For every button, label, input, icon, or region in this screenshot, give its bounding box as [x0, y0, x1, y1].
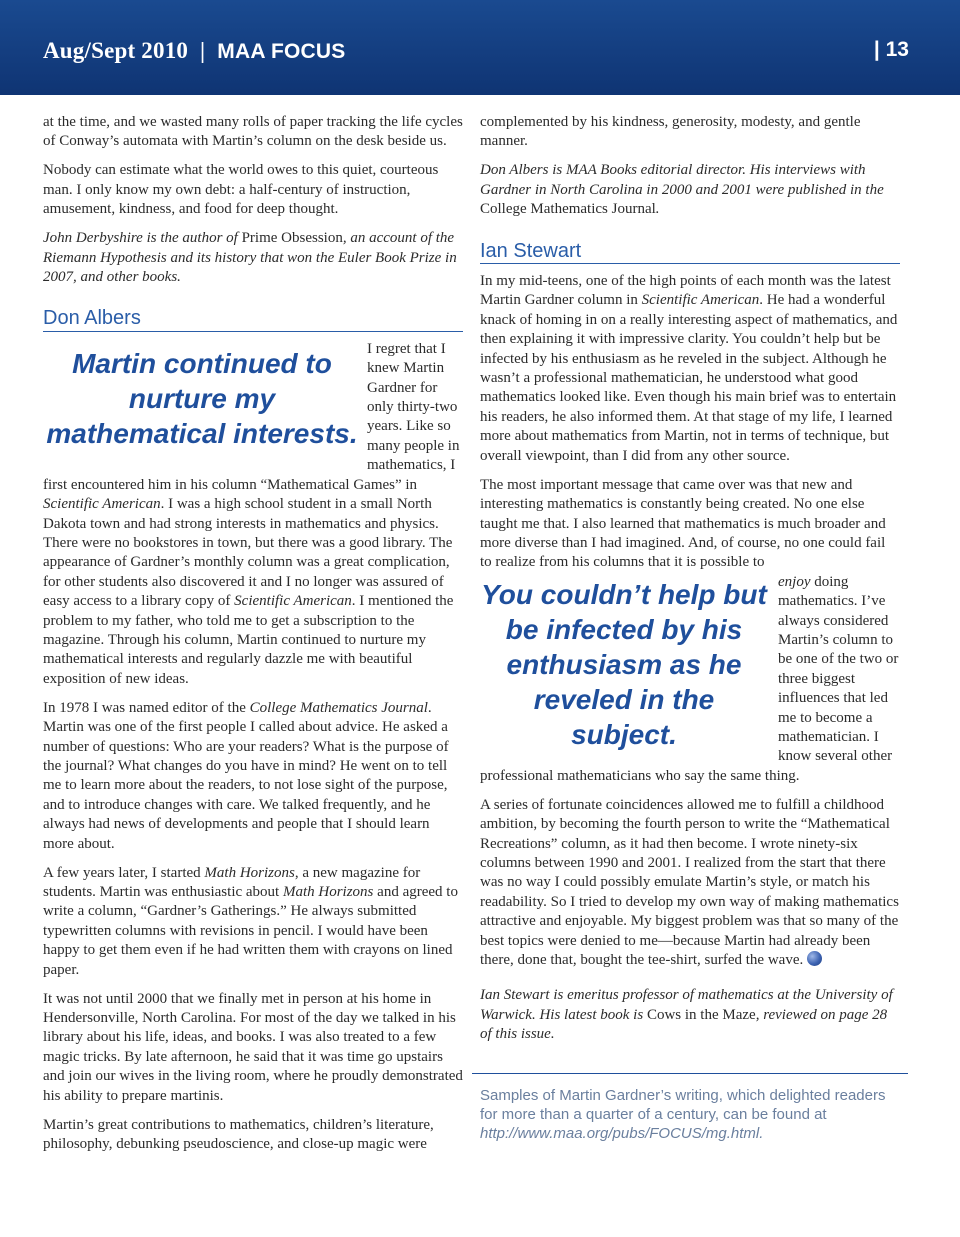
page-header	[0, 0, 960, 95]
paragraph: at the time, and we wasted many rolls of paper tracking the life cycles of Conway’s automata with Martin’s column on the desk beside us.	[43, 114, 463, 150]
book-title: Cows in the Maze	[646, 1006, 756, 1023]
book-title: Prime Obsession	[241, 230, 343, 247]
page-number: | 13	[873, 38, 909, 61]
end-mark-icon	[807, 951, 822, 966]
paragraph: It was not until 2000 that we finally met in person at his home in Hendersonville, North Carolina. For most of the day we talked in his library about his life, ideas, and books. I was also treated to a few magic tricks. By late afternoon, he said that it was time go upstairs and join our wives in the living room, where he proudly demonstrated his ability to prepare martinis.	[43, 990, 463, 1104]
journal-title: College Mathematics Journal	[480, 201, 656, 218]
section-heading-albers: Don Albers	[43, 309, 463, 331]
section-heading-stewart: Ian Stewart	[480, 242, 900, 264]
divider	[472, 1073, 908, 1074]
paragraph: A few years later, I started Math Horizons, a new magazine for students. Martin was enthusiastic about Math Horizons and agreed to write a column, “Gardner’s Gatherings.” He always submitted typewritten columns with revisions in pencil. I would have been happy to get them even if he had written them with crayons on lined paper.	[43, 864, 458, 978]
right-column	[480, 113, 900, 1144]
issue-masthead	[43, 38, 345, 64]
author-credit-albers: Don Albers is MAA Books editorial director. His interviews with Gardner in North Carolina in 2000 and 2001 were published in the College Mathematics Journal.	[480, 162, 884, 218]
samples-note: Samples of Martin Gardner’s writing, which delighted readers for more than a quarter of a century, can be found at http://www.maa.org/pubs/FOCUS/mg.html.	[480, 1086, 886, 1143]
paragraph: In my mid-teens, one of the high points of each month was the latest Martin Gardner column in Scientific American. He had a wonderful knack of homing in on a really interesting aspect of mathematics, and then explaining it with impressive clarity. You couldn’t help but be infected by his enthusiasm as he reveled in the subject. Although he wasn’t a professional mathematician, he understood what good mathematics looked like. Even though his main brief was to entertain his readers, he also informed them. At that stage of my life, I learned more about mathematics from Martin, not in terms of technique, but overall viewpoint, than I did from any other source.	[480, 273, 898, 464]
left-column	[43, 113, 463, 1164]
paragraph: complemented by his kindness, generosity, modesty, and gentle manner.	[480, 114, 861, 150]
masthead-separator: |	[200, 38, 206, 63]
paragraph: In 1978 I was named editor of the College Mathematics Journal. Martin was one of the first people I called about advice. He asked a number of questions: Who are your readers? What is the purpose of the journal? What changes do you have in mind? He went on to tell me to learn more about the readers, to not lose sight of the purpose, and to introduce changes with care. We talked frequently, and he always had news of developments and people that I should learn more about.	[43, 699, 449, 852]
samples-link[interactable]: http://www.maa.org/pubs/FOCUS/mg.html	[480, 1125, 760, 1143]
paragraph: A series of fortunate coincidences allowed me to fulfill a childhood ambition, by becoming the fourth person to write the “Mathematical Recreations” column, as it had then become. I wrote ninety-six columns between 1990 and 2001. I realized from the start that there was no way I could possibly emulate Martin’s style, or match his readability. So I tried to develop my own way of making mathematics attractive and enjoyable. My biggest problem was that so many of the best topics were denied to me—because Martin had already been there, done that, bought the tee-shirt, surfed the wave.	[480, 796, 899, 969]
pull-quote-stewart: You couldn’t help but be infected by his enthusiasm as he reveled in the subject.	[481, 578, 767, 750]
publication-name: MAA FOCUS	[217, 40, 346, 63]
author-credit-derbyshire: John Derbyshire is the author of Prime Obsession, an account of the Riemann Hypothesis and its history that won the Euler Book Prize in 2007, and other books.	[43, 230, 457, 286]
pull-quote-albers: Martin continued to nurture my mathematical interests.	[46, 347, 358, 449]
paragraph: I regret that I knew Martin Gardner for only thirty-two years. Like so many people in mathematics, I first encountered him in his column “Mathematical Games” in Scientific American. I was a high school student in a small North Dakota town and had strong interests in mathematics and physics. There were no bookstores in town, but there was a good library. The appearance of Gardner’s monthly column was a great complication, for other students also discovered it and I no longer was assured of easy access to a library copy of Scientific American. I mentioned the problem to my father, who told me to get a subscription to the magazine. Through his column, Martin continued to nurture my mathematical interests and regularly dazzle me with beautiful exposition of new ideas.	[43, 340, 460, 687]
paragraph: Martin’s great contributions to mathematics, children’s literature, philosophy, debunking pseudoscience, and close-up magic were	[43, 1116, 434, 1153]
author-credit-stewart: Ian Stewart is emeritus professor of mathematics at the University of Warwick. His latest book is Cows in the Maze, reviewed on page 28 of this issue.	[480, 987, 893, 1043]
paragraph: Nobody can estimate what the world owes to this quiet, courteous man. I only know my own debt: a half-century of instruction, amusement, kindness, and food for deep thought.	[43, 162, 439, 218]
issue-date: Aug/Sept 2010	[43, 38, 189, 63]
paragraph: enjoy doing mathematics. I’ve always considered Martin’s column to be one of the two or three biggest influences that led me to become a mathematician. I know several other professional mathematicians who say the same thing.	[480, 573, 899, 784]
paragraph: The most important message that came over was that new and interesting mathematics is constantly being created. No one else taught me that. I also learned that mathematics is much broader and more diverse than I had imagined. And, of course, no one could fail to realize from his columns that it is possible to	[480, 476, 886, 571]
